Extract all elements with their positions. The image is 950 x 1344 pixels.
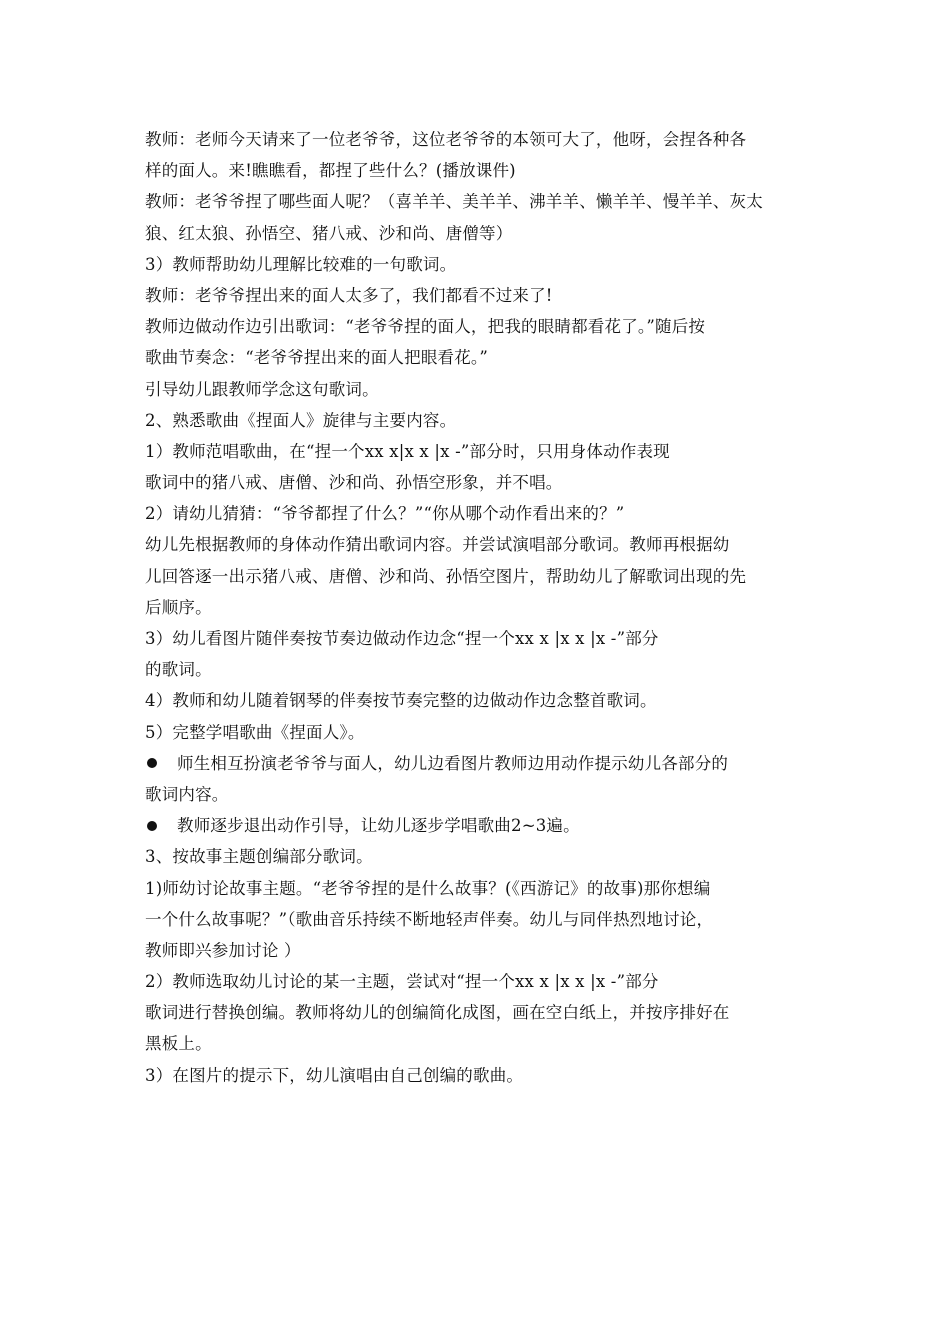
text-line: 幼儿先根据教师的身体动作猜出歌词内容。并尝试演唱部分歌词。教师再根据幼 <box>145 535 730 555</box>
text-line: 的歌词。 <box>145 660 212 680</box>
text-line: 歌曲节奏念：“老爷爷捏出来的面人把眼看花。” <box>145 348 489 368</box>
document-body <box>145 124 810 1091</box>
text-line: 歌词中的猪八戒、唐僧、沙和尚、孙悟空形象，并不唱。 <box>145 473 563 493</box>
text-line: 教师边做动作边引出歌词：“老爷爷捏的面人，把我的眼睛都看花了。”随后按 <box>145 317 706 337</box>
text-line: 歌词进行替换创编。教师将幼儿的创编简化成图，画在空白纸上，并按序排好在 <box>145 1003 730 1023</box>
bullet-dot-icon <box>147 758 157 768</box>
text-line: 3）教师帮助幼儿理解比较难的一句歌词。 <box>145 254 457 274</box>
text-line: 教师：老爷爷捏了哪些面人呢？（喜羊羊、美羊羊、沸羊羊、懒羊羊、慢羊羊、灰太 <box>145 192 763 212</box>
text-line: 黑板上。 <box>145 1034 212 1054</box>
text-line: 歌词内容。 <box>145 784 229 804</box>
text-line: 儿回答逐一出示猪八戒、唐僧、沙和尚、孙悟空图片，帮助幼儿了解歌词出现的先 <box>145 566 747 586</box>
text-line: 1）教师范唱歌曲，在“捏一个xx x|x x |x -”部分时，只用身体动作表现 <box>145 441 670 461</box>
text-line: 1)师幼讨论故事主题。“老爷爷捏的是什么故事？(《西游记》的故事)那你想编 <box>145 878 711 898</box>
text-line: 后顺序。 <box>145 597 212 617</box>
text-line: 3）幼儿看图片随伴奏按节奏边做动作边念“捏一个xx x |x x |x -”部分 <box>145 629 659 648</box>
text-line: 3）在图片的提示下，幼儿演唱由自己创编的歌曲。 <box>145 1065 524 1085</box>
text-line: 4）教师和幼儿随着钢琴的伴奏按节奏完整的边做动作边念整首歌词。 <box>145 691 657 711</box>
bullet-text: 教师逐步退出动作引导，让幼儿逐步学唱歌曲2~3遍。 <box>177 816 580 836</box>
text-line: 样的面人。来!瞧瞧看，都捏了些什么？(播放课件) <box>145 161 516 181</box>
text-line: 5）完整学唱歌曲《捏面人》。 <box>145 722 365 742</box>
bullet-item <box>145 748 810 779</box>
text-line: 教师：老师今天请来了一位老爷爷，这位老爷爷的本领可大了，他呀，会捏各种各 <box>145 130 747 149</box>
section-heading: 2、熟悉歌曲《捏面人》旋律与主要内容。 <box>145 410 457 430</box>
bullet-item <box>145 810 810 841</box>
text-line: 狼、红太狼、孙悟空、猪八戒、沙和尚、唐僧等） <box>145 223 513 243</box>
text-line: 教师：老爷爷捏出来的面人太多了，我们都看不过来了! <box>145 285 553 305</box>
bullet-text: 师生相互扮演老爷爷与面人，幼儿边看图片教师边用动作提示幼儿各部分的 <box>177 753 729 773</box>
text-line: 引导幼儿跟教师学念这句歌词。 <box>145 379 379 399</box>
text-line: 2）请幼儿猜猜：“爷爷都捏了什么？”“你从哪个动作看出来的？” <box>145 504 625 524</box>
text-line: 2）教师选取幼儿讨论的某一主题，尝试对“捏一个xx x |x x |x -”部分 <box>145 972 659 992</box>
text-line: 一个什么故事呢？”（歌曲音乐持续不断地轻声伴奏。幼儿与同伴热烈地讨论， <box>145 909 714 929</box>
text-line: 教师即兴参加讨论 ） <box>145 940 301 960</box>
bullet-dot-icon <box>147 821 157 831</box>
section-heading: 3、按故事主题创编部分歌词。 <box>145 847 373 867</box>
